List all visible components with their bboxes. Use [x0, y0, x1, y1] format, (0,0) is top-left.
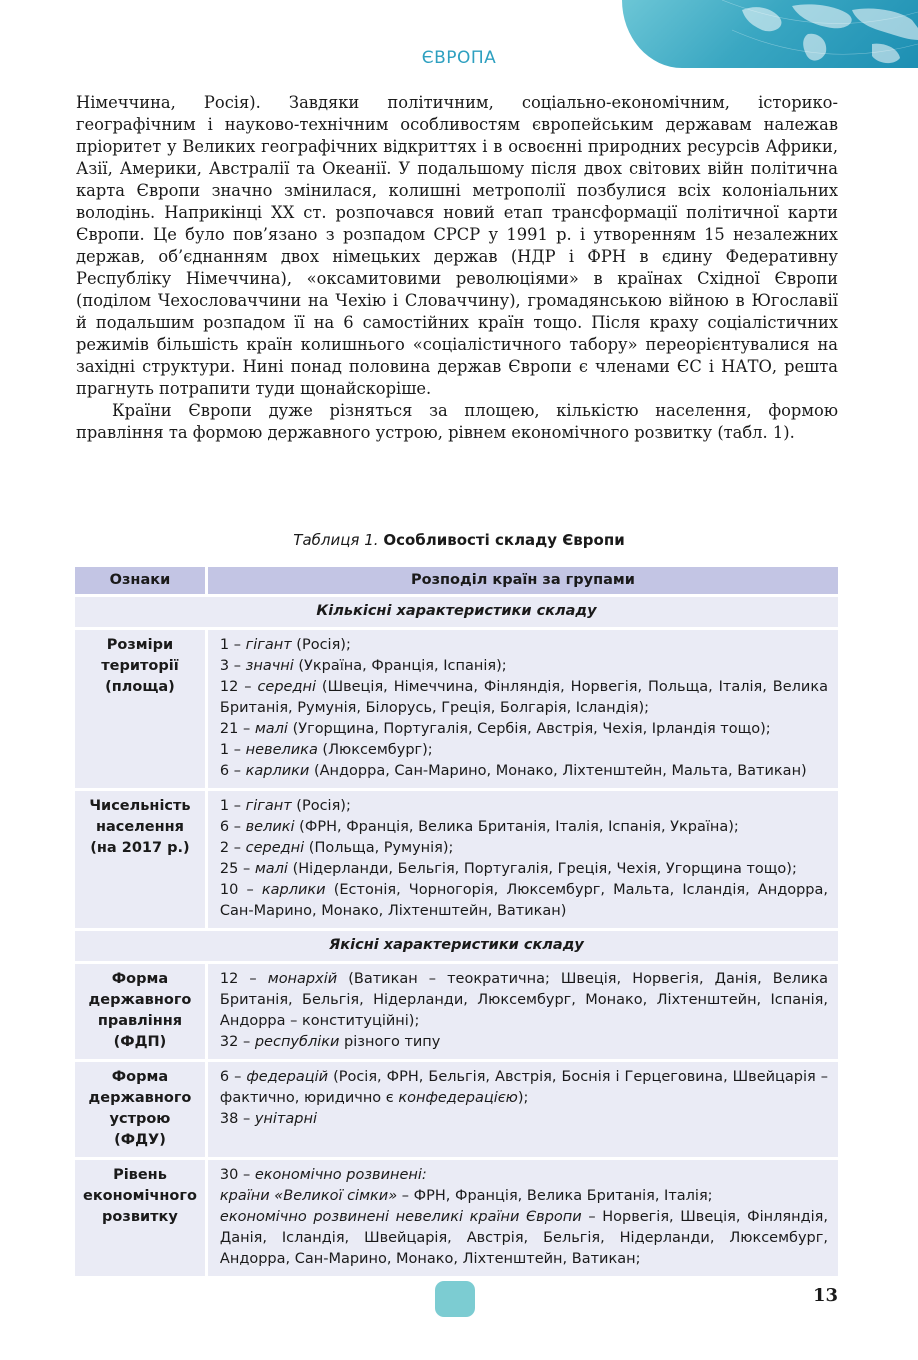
column-header-groups: Розподіл країн за групами [208, 567, 838, 597]
list-item: 3 – значні (Україна, Франція, Іспанія); [219, 658, 507, 674]
list-item: 32 – республіки різного типу [219, 1034, 441, 1050]
row-content-population [208, 791, 838, 931]
row-content-government-form [208, 964, 838, 1062]
list-item: економічно розвинені невеликі країни Європи – Норвегія, Швеція, Фінляндія, Данія, Ісландія, Швейцарія, Австрія, Бельгія, Нідерланди, Люксембург, Андорра, Сан-Марино, Монако, Ліхтенштейн, Ватикан; [219, 1209, 828, 1267]
list-item: 12 – монархій (Ватикан – теократична; Швеція, Норвегія, Данія, Велика Британія, Бельгія, Нідерланди, Люксембург, Монако, Ліхтенштейн, Іспанія, Андорра – конституційні); [219, 971, 828, 1029]
list-item: 1 – гігант (Росія); [219, 798, 351, 814]
list-item: 12 – середні (Швеція, Німеччина, Фінляндія, Норвегія, Польща, Італія, Велика Британія, Румунія, Білорусь, Греція, Болгарія, Ісландія); [219, 679, 829, 716]
list-item: 2 – середні (Польща, Румунія); [219, 840, 454, 856]
list-item: 6 – федерацій (Росія, ФРН, Бельгія, Австрія, Боснія і Герцеговина, Швейцарія – фактично, юридично є конфедерацією); [219, 1069, 828, 1106]
list-item: 1 – невелика (Люксембург); [219, 742, 433, 758]
list-item: країни «Великої сімки» – ФРН, Франція, Велика Британія, Італія; [219, 1188, 713, 1204]
page-number: 13 [812, 1285, 838, 1306]
paragraph: Країни Європи дуже різняться за площею, кількістю населення, формою правління та формою державного устрою, рівнем економічного розвитку (табл. 1). [76, 401, 838, 442]
table-row [75, 791, 838, 931]
row-content-economic-level [208, 1160, 838, 1279]
row-label-population: Чисельність населення (на 2017 р.) [75, 791, 208, 931]
table-row [75, 1062, 838, 1160]
body-text [76, 92, 838, 444]
section-row [75, 931, 838, 964]
table-row [75, 630, 838, 791]
page-tab-marker [435, 1281, 475, 1317]
table-header-row [75, 567, 838, 597]
row-content-territory [208, 630, 838, 791]
list-item: 21 – малі (Угорщина, Португалія, Сербія, Австрія, Чехія, Ірландія тощо); [219, 721, 771, 737]
row-label-government-form: Форма державного правління (ФДП) [75, 964, 208, 1062]
row-label-economic-level: Рівень економічного розвитку [75, 1160, 208, 1279]
section-title: ЄВРОПА [421, 48, 497, 68]
row-label-territory: Розміри території (площа) [75, 630, 208, 791]
table-row [75, 964, 838, 1062]
section-row [75, 597, 838, 630]
list-item: 30 – економічно розвинені: [219, 1167, 427, 1183]
row-label-state-structure: Форма державного устрою (ФДУ) [75, 1062, 208, 1160]
list-item: 1 – гігант (Росія); [219, 637, 351, 653]
table-caption-label: Таблиця 1. [293, 531, 379, 549]
section-quantitative: Кількісні характеристики складу [75, 597, 838, 630]
features-table [75, 567, 838, 1279]
table-row [75, 1160, 838, 1279]
list-item: 6 – великі (ФРН, Франція, Велика Британія, Італія, Іспанія, Україна); [219, 819, 739, 835]
list-item: 25 – малі (Нідерланди, Бельгія, Португалія, Греція, Чехія, Угорщина тощо); [219, 861, 797, 877]
paragraph: Німеччина, Росія). Завдяки політичним, соціально-економічним, історико-географічним і науково-технічним особливостям європейським державам належав пріоритет у Великих географічних відкриттях і в освоєнні природних ресурсів Африки, Азії, Америки, Австралії та Океанії. У подальшому після двох світових війн політична карта Європи значно змінилася, колишні метрополії позбулися всіх колоніальних володінь. Наприкінці XX ст. розпочався новий етап трансформації політичної карти Європи. Це було пов’язано з розпадом СРСР у 1991 р. і утворенням 15 незалежних держав, об’єднанням двох німецьких держав (НДР і ФРН в єдину Федеративну Республіку Німеччина), «оксамитовими революціями» в країнах Східної Європи (поділом Чехословаччини на Чехію і Словаччину), громадянською війною в Югославії й подальшим розпадом її на 6 самостійних країн тощо. Після краху соціалістичних режимів більшість країн колишнього «соціалістичного табору» переорієнтувалися на західні структури. Нині понад половина держав Європи є членами ЄС і НАТО, решта прагнуть потрапити туди щонайскоріше. [76, 93, 838, 398]
table-caption [0, 531, 918, 549]
list-item: 38 – унітарні [219, 1111, 317, 1127]
table-caption-title: Особливості складу Європи [383, 531, 625, 549]
list-item: 6 – карлики (Андорра, Сан-Марино, Монако, Ліхтенштейн, Мальта, Ватикан) [219, 763, 807, 779]
section-qualitative: Якісні характеристики складу [75, 931, 838, 964]
row-content-state-structure [208, 1062, 838, 1160]
list-item: 10 – карлики (Естонія, Чорногорія, Люксембург, Мальта, Ісландія, Андорра, Сан-Марино, Монако, Ліхтенштейн, Ватикан) [219, 882, 828, 919]
column-header-features: Ознаки [75, 567, 208, 597]
